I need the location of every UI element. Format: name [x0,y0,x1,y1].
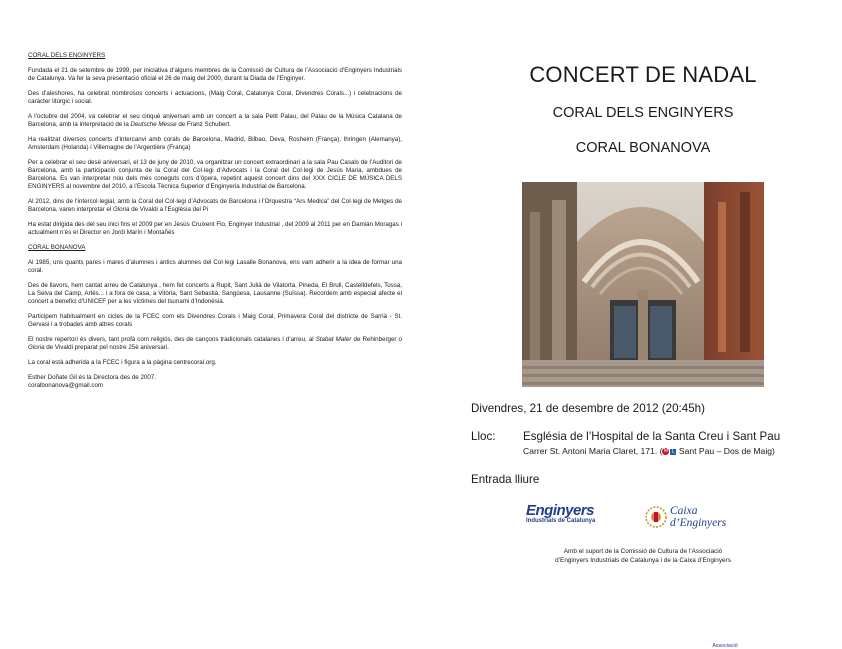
paragraph: La coral està adherida a la FCEC i figura a la pàgina centrecoral.org. [28,359,217,367]
support-line: d’Enginyers Industrials de Catalunya i de la Caixa d’Enginyers [555,556,731,564]
right-column [444,0,842,649]
enginyers-logo-word: Enginyers [526,502,595,519]
concert-title: CONCERT DE NADAL [529,62,757,87]
free-entry: Entrada lliure [471,473,540,486]
paragraph: Fundada el 21 de setembre de 1999, per iniciativa d’alguns membres de la Comissió de Cultura de l’Associació d’Enginyers Industrials de Catalunya. Va fer la seva presentació oficial el 26 de maig del 2000, durant la Diada de l’Enginyer. [28,66,402,82]
venue-label: Lloc: [471,430,496,443]
paragraph: Al 1985, uns quants pares i mares d’alumnes i antics alumnes del Col·legi Lasalle Bonanova, ens vam adherir a la idea de formar una coral. [28,259,402,275]
church-photo [522,182,764,387]
left-column [28,52,402,390]
metro-icon: M [663,448,669,455]
paragraph: Des d’aleshores, ha celebrat nombrosos concerts i actuacions, (Maig Coral, Catalunya Coral, Divendres Corals...) i celebracions de caràcter litúrgic i social. [28,89,402,105]
caixa-emblem-icon [644,504,668,530]
choir-name-enginyers: CORAL DELS ENGINYERS [552,105,734,121]
enginyers-logo-sub: Industrials de Catalunya [526,518,596,524]
coral-bonanova-heading: CORAL BONANOVA [28,244,86,252]
caixa-enginyers-logo [644,504,754,534]
support-line: Amb el suport de la Comissió de Cultura de l’Associació [563,548,723,555]
support-credits [444,548,842,565]
enginyers-logo-assoc: Associació [712,643,738,649]
choir-name-bonanova: CORAL BONANOVA [575,140,711,156]
paragraph: Ha estat dirigida des del seu inici fins el 2009 per en Jesús Cruixent Flo, Enginyer Industrial , del 2009 al 2011 per en Damián Moragas i actualment n’és el Director en Jordi Marín i Montañés [28,221,402,237]
paragraph: Al 2012, dins de l’intercol·legial, amb la Coral del Col·legi d’Advocats de Barcelona i l’Orquestra “Ars Medica” del Col·legi de Metges de Barcelona, varen interpretar el Gloria de Vivaldi a l’Església del Pi [28,198,402,214]
caixa-logo-line2: d’Enginyers [670,517,727,529]
paragraph: El nostre repertori és divers, tant profà com religiós, des de cançons tradicionals catalanes i d’arreu, al Stabat Mater de Rehinberger o Gloria de Vivaldi preparat pel nostre 25è aniversari. [28,336,402,352]
venue-address: Carrer St. Antoni Maria Claret, 171. (M L Sant Pau – Dos de Maig) [523,446,775,456]
concert-date: Divendres, 21 de desembre de 2012 (20:45h) [471,402,705,415]
line-icon: L [672,448,675,455]
paragraph: Ha realitzat diversos concerts d’intercanvi amb corals de Barcelona, Madrid, Bilbao, Deva, Rosheim (França), Ihringen (Alemanya), Amsterdam (Holanda) i Villemagne de l’Argentière (França) [28,135,402,151]
paragraph: A l’octubre del 2004, va celebrar el seu cinquè aniversari amb un concert a la sala Petit Palau, del Palau de la Música Catalana de Barcelona, amb la interpretació de la Deutsche Messe de Franz Schubert. [28,112,402,128]
paragraph: Per a celebrar el seu desè aniversari, el 13 de juny de 2010, va organitzar un concert extraordinari a la sala Pau Casals de l’Auditori de Barcelona, amb la participació conjunta de la Coral del Col·legi d’Advocats i la Coral del Col·legi de Jesús Maria, ambdues de Barcelona. Es van interpretar nou dels més coneguts cors d’òpera, repetint aquest concert dins del XXX CICLE DE MÚSICA DELS ENGINYERS al novembre del 2010, a l’Escola Tècnica Superior d’Enginyeria Industrial de Barcelona. [28,158,402,191]
venue-name: Església de l’Hospital de la Santa Creu i Sant Pau [523,430,781,443]
caixa-logo-line1: Caixa [670,505,698,517]
coral-enginyers-heading: CORAL DELS ENGINYERS [28,52,106,59]
email: coralbonanova@gmail.com [28,382,104,390]
paragraph: Des de llavors, hem cantat arreu de Catalunya , hem fet concerts a Rupit, Sant Julià de Vilatorta, Pineda, El Brull, Castelldefels, Tossa, La Selva del Camp, Artés... i a fora de casa, a Vitòria, Sant Sebastià, Sangüesa, Lausanne (Suïssa). Recordem amb especial afecte el concert a benefici d’UNICEF per a les víctimes del tsunami d’Indonèsia. [28,282,402,306]
director-line: Esther Doñate Gil és la Directora des de 2007. [28,374,156,381]
paragraph: Participem habitualment en cicles de la FCEC com els Divendres Corals i Maig Coral, Primavera Coral del districte de Sarrià - St. Gervasi i a trobades amb altres corals [28,313,402,329]
